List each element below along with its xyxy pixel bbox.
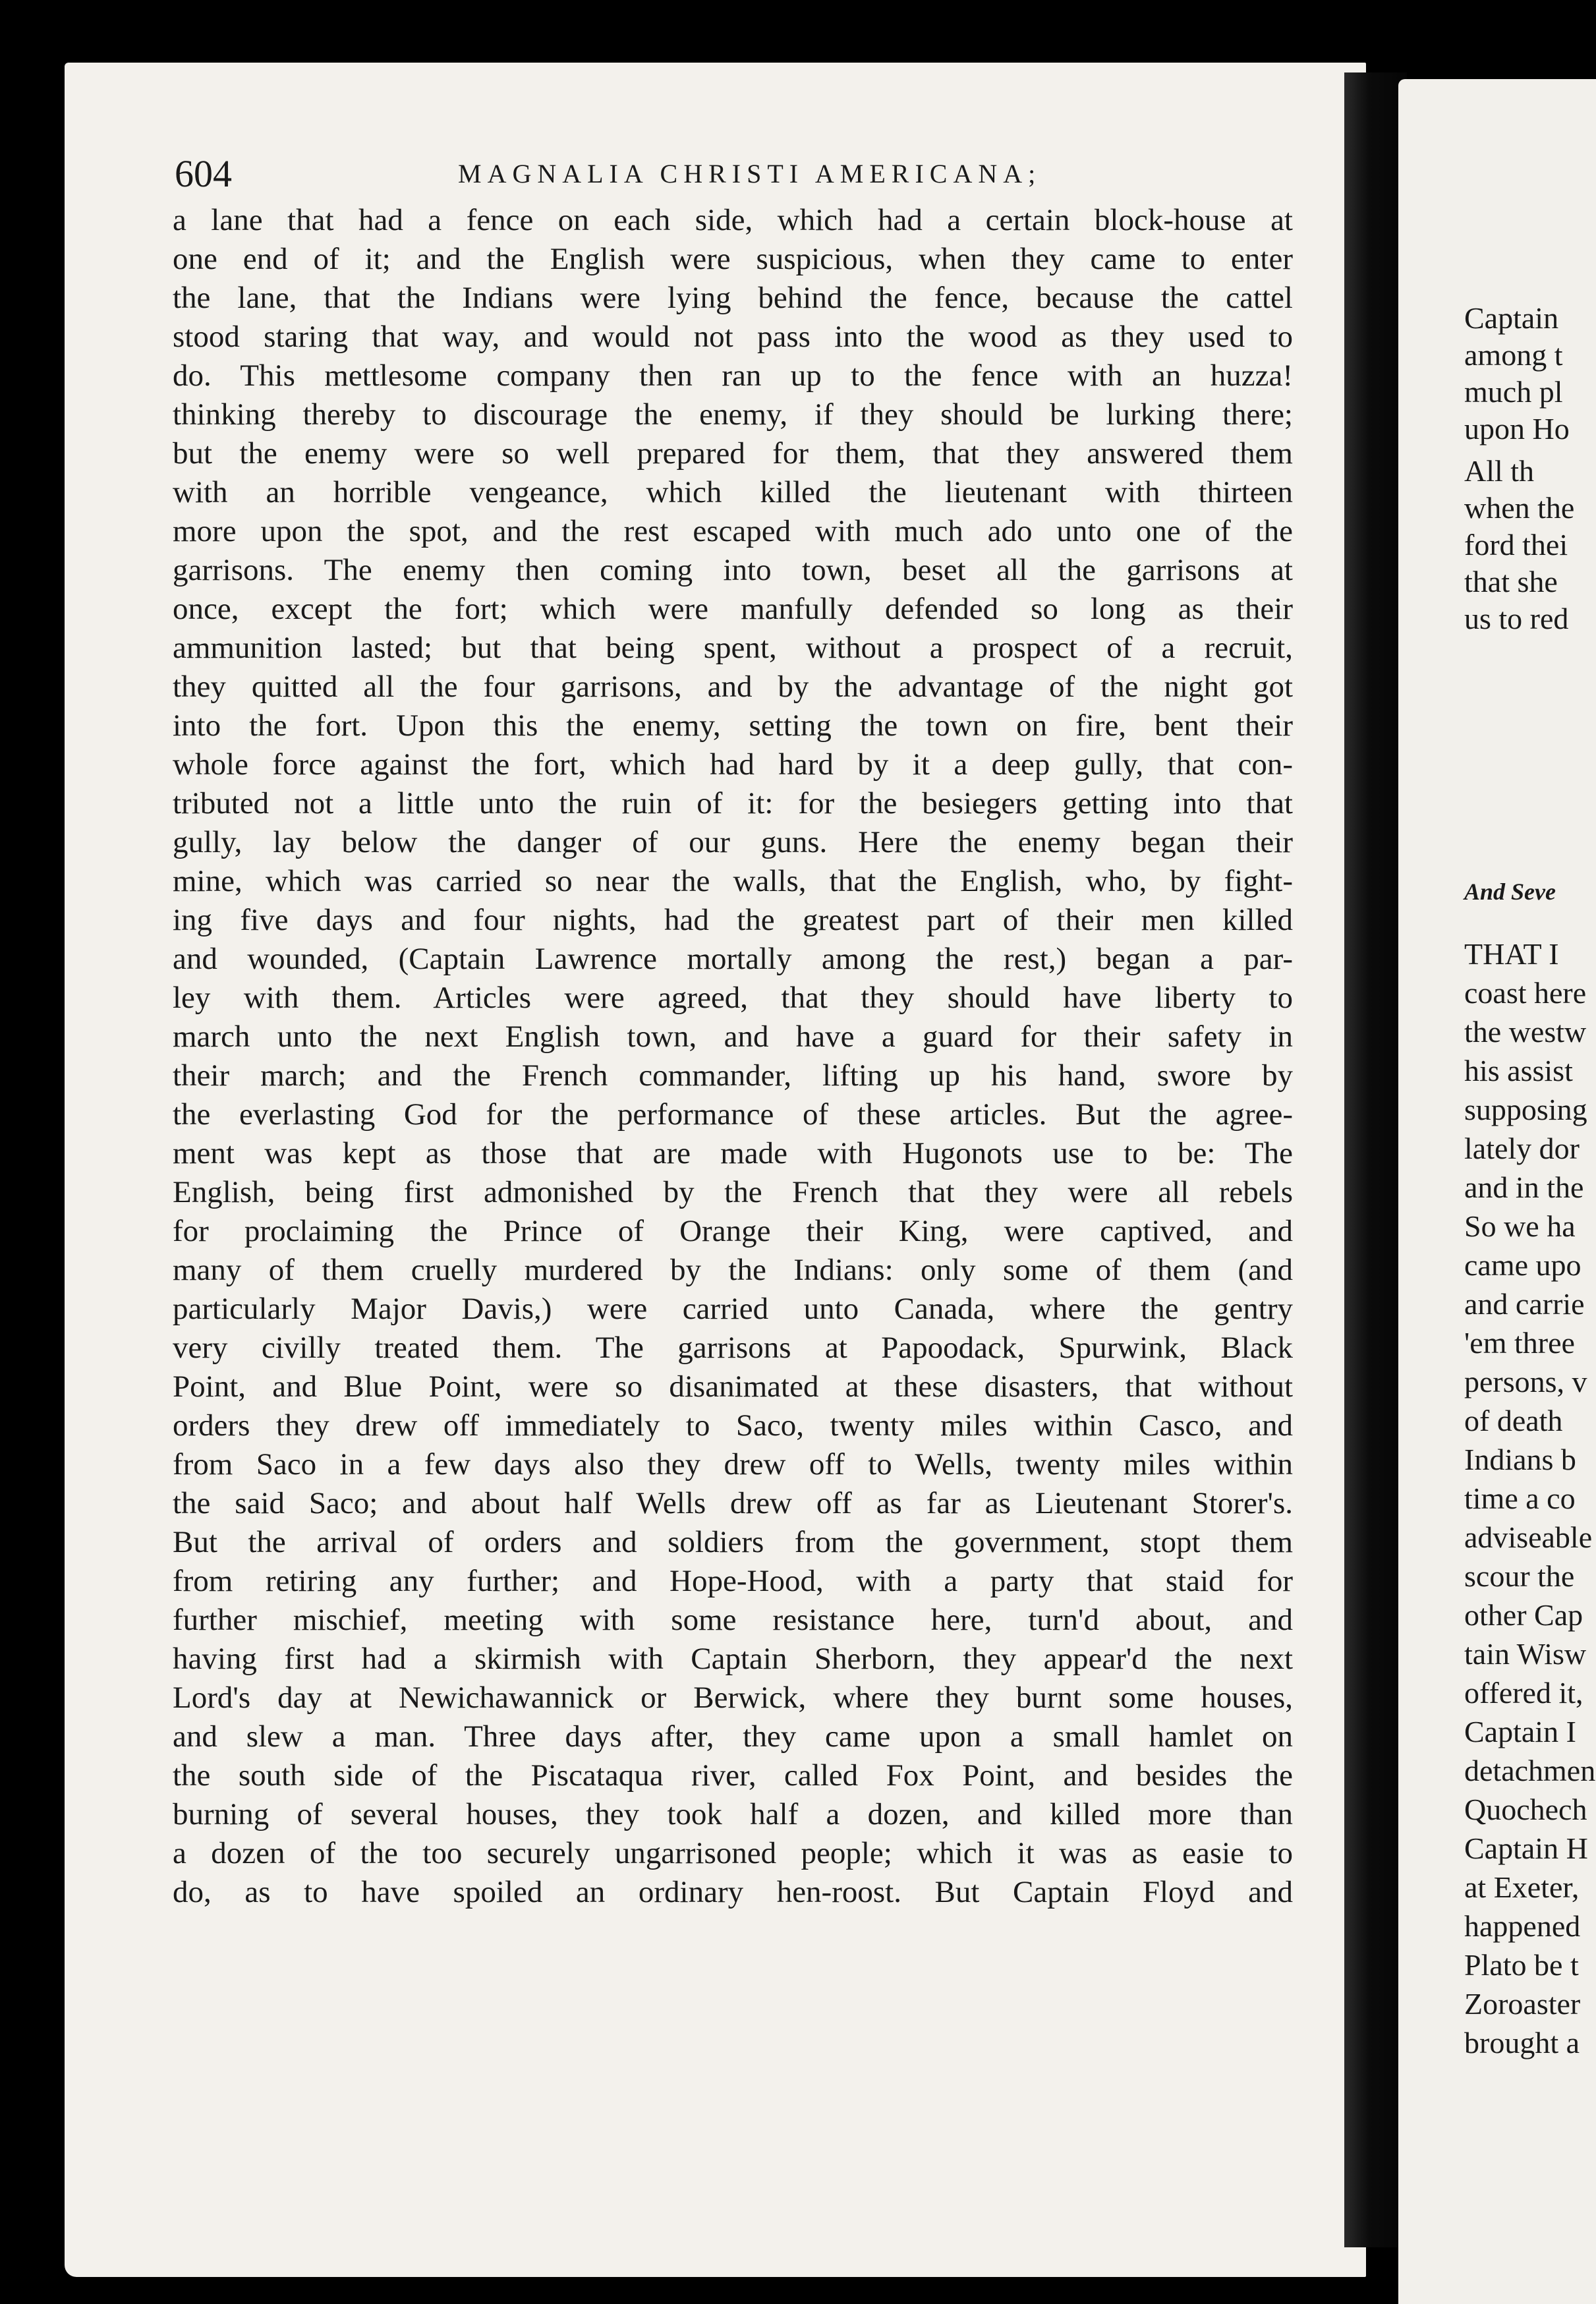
text-line: the everlasting God for the performance of these articles. But the agree- [173,1097,1293,1132]
right-text-line: came upo [1464,1248,1582,1282]
page-header [175,152,1295,198]
right-text-line: and carrie [1464,1287,1585,1321]
text-line: once, except the fort; which were manfully defended so long as their [173,592,1293,626]
right-text-line: supposing [1464,1093,1587,1126]
right-text-line: much pl [1464,375,1563,409]
right-text-line: happened [1464,1909,1581,1943]
right-text-line: when the [1464,491,1575,525]
right-page [1398,79,1596,2304]
text-line: do. This mettlesome company then ran up to the fence with an huzza! [173,359,1293,393]
text-line: from Saco in a few days also they drew off to Wells, twenty miles within [173,1447,1293,1482]
text-line: But the arrival of orders and soldiers from the government, stopt them [173,1525,1293,1559]
text-line: whole force against the fort, which had hard by it a deep gully, that con- [173,747,1293,782]
text-line: ley with them. Articles were agreed, that they should have liberty to [173,981,1293,1015]
text-line: for proclaiming the Prince of Orange their King, were captived, and [173,1214,1293,1248]
right-text-line: Indians b [1464,1443,1576,1476]
running-head: MAGNALIA CHRISTI AMERICANA; [458,159,1042,188]
text-line: particularly Major Davis,) were carried unto Canada, where the gentry [173,1292,1293,1326]
text-line: more upon the spot, and the rest escaped with much ado unto one of the [173,514,1293,548]
right-text-line: ford thei [1464,528,1568,562]
text-line: tributed not a little unto the ruin of it: for the besiegers getting into that [173,786,1293,821]
right-text-line: time a co [1464,1482,1576,1515]
right-text-line: other Cap [1464,1598,1583,1632]
body-text [173,201,1293,1912]
right-text-line: Zoroaster [1464,1987,1581,2021]
right-text-line: us to red [1464,602,1569,635]
right-text-line: of death [1464,1404,1563,1437]
text-line: many of them cruelly murdered by the Indians: only some of them (and [173,1253,1293,1287]
text-line: one end of it; and the English were suspicious, when they came to enter [173,242,1293,276]
text-line: and wounded, (Captain Lawrence mortally among the rest,) began a par- [173,942,1293,976]
text-line: and slew a man. Three days after, they came upon a small hamlet on [173,1719,1293,1754]
text-line: the said Saco; and about half Wells drew off as far as Lieutenant Storer's. [173,1486,1293,1520]
right-text-line: persons, v [1464,1365,1587,1398]
text-line: Point, and Blue Point, were so disanimated at these disasters, that without [173,1369,1293,1404]
text-line: do, as to have spoiled an ordinary hen-roost. But Captain Floyd and [173,1875,1293,1909]
section-heading: And Seve [1464,878,1556,905]
text-line: with an horrible vengeance, which killed the lieutenant with thirteen [173,475,1293,509]
right-text-line: Captain I [1464,1715,1576,1748]
text-line: a lane that had a fence on each side, which had a certain block-house at [173,203,1293,237]
text-line: very civilly treated them. The garrisons at Papoodack, Spurwink, Black [173,1331,1293,1365]
right-text-line: All th [1464,454,1535,488]
text-line: but the enemy were so well prepared for them, that they answered them [173,436,1293,471]
right-text-line: coast here [1464,976,1587,1010]
right-text-line: among t [1464,338,1563,372]
text-line: ammunition lasted; but that being spent, without a prospect of a recruit, [173,631,1293,665]
right-text-line: lately dor [1464,1132,1580,1165]
text-line: thinking thereby to discourage the enemy, if they should be lurking there; [173,397,1293,432]
text-line: march unto the next English town, and have a guard for their safety in [173,1020,1293,1054]
page-number: 604 [175,152,232,195]
text-line: orders they drew off immediately to Saco, twenty miles within Casco, and [173,1408,1293,1443]
right-text-line: detachmen [1464,1754,1596,1787]
text-line: a dozen of the too securely ungarrisoned people; which it was as easie to [173,1836,1293,1870]
text-line: burning of several houses, they took half a dozen, and killed more than [173,1797,1293,1831]
right-text-line: offered it, [1464,1676,1583,1710]
text-line: garrisons. The enemy then coming into town, beset all the garrisons at [173,553,1293,587]
text-line: having first had a skirmish with Captain Sherborn, they appear'd the next [173,1642,1293,1676]
right-text-line: Captain H [1464,1831,1588,1865]
right-text-line: his assist [1464,1054,1573,1087]
right-text-line: So we ha [1464,1209,1576,1243]
right-text-line: THAT I [1464,937,1559,971]
text-line: ment was kept as those that are made with Hugonots use to be: The [173,1136,1293,1170]
right-text-line: 'em three [1464,1326,1575,1360]
text-line: ing five days and four nights, had the greatest part of their men killed [173,903,1293,937]
text-line: the south side of the Piscataqua river, called Fox Point, and besides the [173,1758,1293,1793]
right-text-line: Captain [1464,301,1559,335]
right-text-line: brought a [1464,2026,1580,2059]
right-text-line: at Exeter, [1464,1870,1580,1904]
text-line: they quitted all the four garrisons, and by the advantage of the night got [173,670,1293,704]
right-text-line: the westw [1464,1015,1587,1049]
text-line: the lane, that the Indians were lying behind the fence, because the cattel [173,281,1293,315]
text-line: into the fort. Upon this the enemy, setting the town on fire, bent their [173,708,1293,743]
right-text-line: adviseable [1464,1520,1593,1554]
text-line: further mischief, meeting with some resistance here, turn'd about, and [173,1603,1293,1637]
text-line: from retiring any further; and Hope-Hood, with a party that staid for [173,1564,1293,1598]
text-line: Lord's day at Newichawannick or Berwick, where they burnt some houses, [173,1681,1293,1715]
right-text-line: Quochech [1464,1793,1587,1826]
text-line: stood staring that way, and would not pass into the wood as they used to [173,320,1293,354]
text-line: mine, which was carried so near the walls, that the English, who, by fight- [173,864,1293,898]
right-text-line: that she [1464,565,1558,598]
right-text-line: Plato be t [1464,1948,1579,1982]
right-text-line: upon Ho [1464,412,1570,446]
text-line: English, being first admonished by the French that they were all rebels [173,1175,1293,1209]
book-gutter [1344,72,1407,2247]
text-line: their march; and the French commander, lifting up his hand, swore by [173,1058,1293,1093]
text-line: gully, lay below the danger of our guns. Here the enemy began their [173,825,1293,859]
right-text-line: tain Wisw [1464,1637,1587,1671]
right-text-line: scour the [1464,1559,1575,1593]
right-text-line: and in the [1464,1170,1584,1204]
